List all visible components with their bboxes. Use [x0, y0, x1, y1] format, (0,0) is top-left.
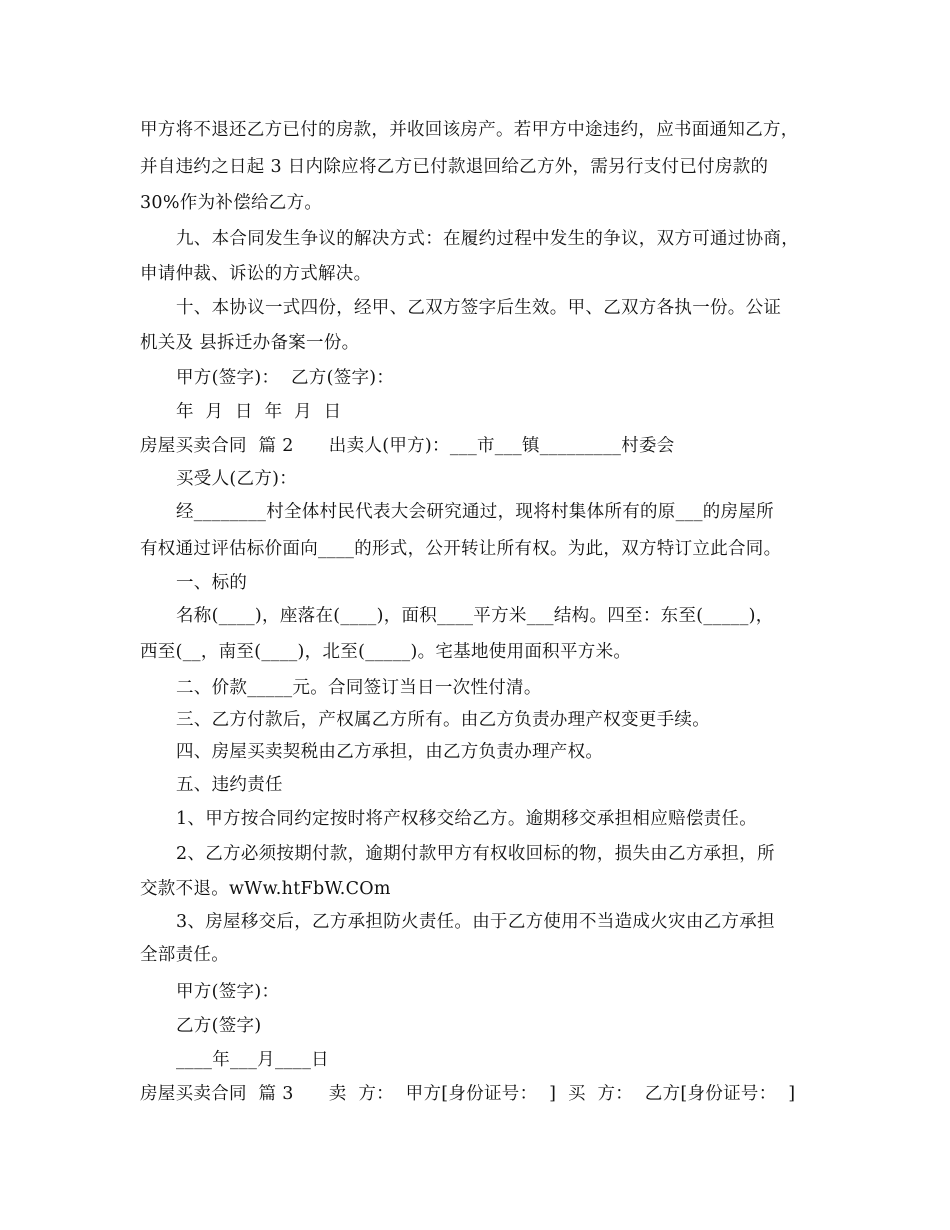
- section-heading-2: 房屋买卖合同 篇 2 出卖人(甲方)：___市___镇_________村委会: [140, 436, 675, 456]
- text-line: 名称(____)，座落在(____)，面积____平方米___结构。四至：东至(_____)，: [176, 606, 774, 626]
- clause-heading: 五、违约责任: [176, 775, 283, 795]
- text-line: 并自违约之日起 3 日内除应将乙方已付款退回给乙方外，需另行支付已付房款的: [140, 157, 769, 177]
- text-line: 经________村全体村民代表大会研究通过，现将村集体所有的原___的房屋所: [176, 502, 774, 522]
- text-line: 西至(__，南至(____)，北至(_____)。宅基地使用面积平方米。: [140, 642, 632, 662]
- text-line: 有权通过评估标价面向____的形式，公开转让所有权。为此，双方特订立此合同。: [140, 539, 782, 559]
- text-line: 甲方将不退还乙方已付的房款，并收回该房产。若甲方中途违约，应书面通知乙方，: [140, 120, 799, 140]
- text-line: 3、房屋移交后，乙方承担防火责任。由于乙方使用不当造成火灾由乙方承担: [176, 912, 775, 932]
- clause-price: 二、价款_____元。合同签订当日一次性付清。: [176, 678, 542, 698]
- section-heading-3: 房屋买卖合同 篇 3 卖 方： 甲方[身份证号： ] 买 方： 乙方[身份证号： ]: [140, 1084, 796, 1104]
- text-line: 机关及 县拆迁办备案一份。: [140, 333, 360, 353]
- clause-9: 九、本合同发生争议的解决方式：在履约过程中发生的争议，双方可通过协商，: [176, 229, 799, 249]
- clause-ownership: 三、乙方付款后，产权属乙方所有。由乙方负责办理产权变更手续。: [176, 710, 710, 730]
- signature-line: 甲方(签字)：: [176, 982, 280, 1002]
- text-line: 交款不退。wWw.htFbW.COm: [140, 879, 391, 899]
- clause-tax: 四、房屋买卖契税由乙方承担，由乙方负责办理产权。: [176, 742, 604, 762]
- text-line: 全部责任。: [140, 945, 229, 965]
- signature-line: 乙方(签字): [176, 1016, 262, 1036]
- date-line: 年 月 日 年 月 日: [176, 402, 342, 422]
- buyer-line: 买受人(乙方)：: [176, 469, 298, 489]
- text-line: 申请仲裁、诉讼的方式解决。: [140, 264, 372, 284]
- date-line: ____年___月____日: [176, 1050, 329, 1070]
- text-line: 30%作为补偿给乙方。: [140, 193, 323, 213]
- text-line: 1、甲方按合同约定按时将产权移交给乙方。逾期移交承担相应赔偿责任。: [176, 809, 758, 829]
- clause-heading: 一、标的: [176, 573, 248, 593]
- clause-10: 十、本协议一式四份，经甲、乙双方签字后生效。甲、乙双方各执一份。公证: [176, 298, 782, 318]
- text-line: 2、乙方必须按期付款，逾期付款甲方有权收回标的物，损失由乙方承担，所: [176, 844, 775, 864]
- signature-line: 甲方(签字)： 乙方(签字)：: [176, 368, 395, 388]
